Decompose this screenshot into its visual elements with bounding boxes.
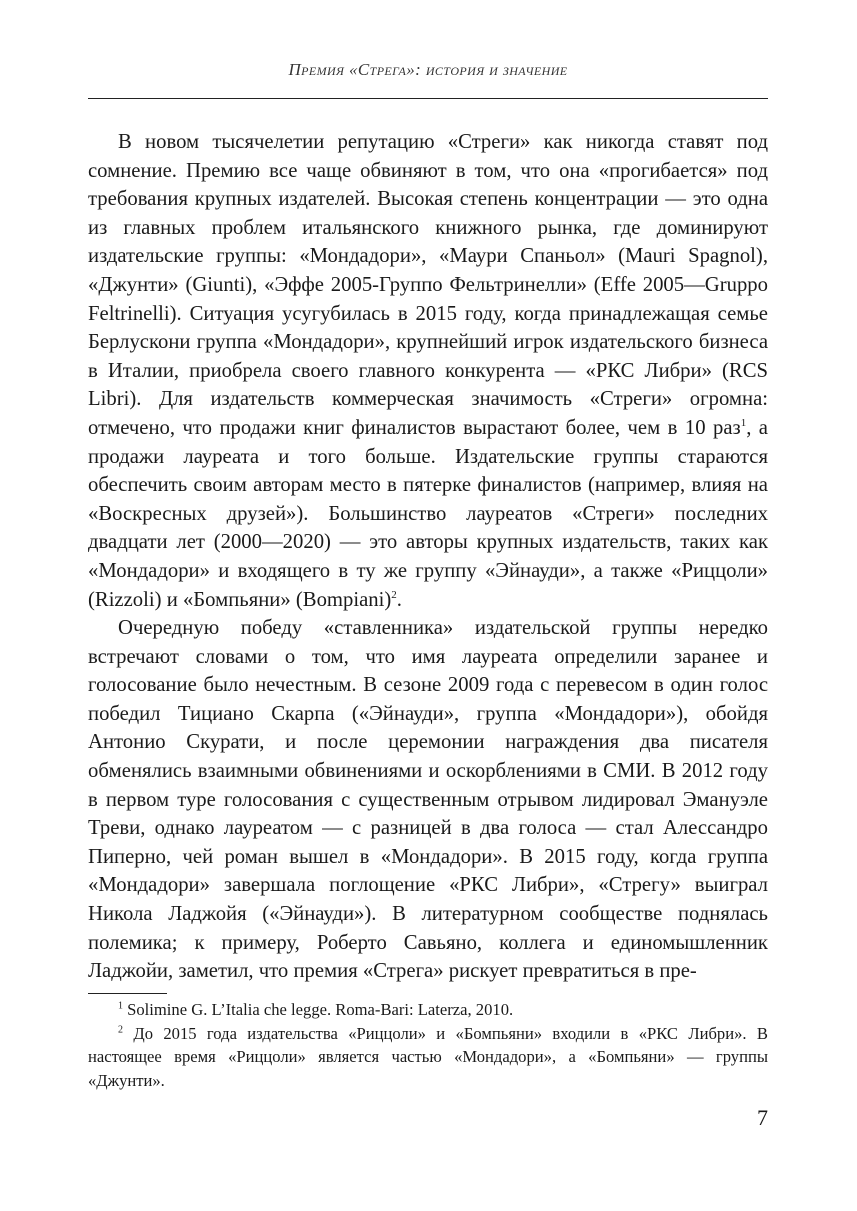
header-rule xyxy=(88,98,768,99)
paragraph-1-part-a: В новом тысячелетии репутацию «Стреги» как никогда ставят под сомнение. Премию все чаще обвиняют в том, что она «прогибается» под требования крупных издателей. Высокая степень концентрации — это одна из главных проблем итальянского книжного рынка, где доминируют издательские группы: «Мондадори», «Маури Спаньол» (Mauri Spagnol), «Джунти» (Giunti), «Эффе 2005-Группо Фельтринелли» (Effe 2005—Gruppo Feltrinelli). Ситуация усугубилась в 2015 году, когда принадлежащая семье Берлускони группа «Мондадори», крупнейший игрок издательского бизнеса в Италии, приобрела своего главного конкурента — «РКС Либри» (RCS Libri). Для издательств коммерческая значимость «Стреги» огромна: отмечено, что продажи книг финалистов вырастают более, чем в 10 раз xyxy=(88,131,768,439)
footnote-1 xyxy=(88,998,768,1022)
footnote-rule xyxy=(88,993,167,994)
paragraph-1-part-b: , а продажи лауреата и того больше. Издательские группы стараются обеспечить своим авторам место в пятерке финалистов (например, влияя на «Воскресных друзей»). Большинство лауреатов «Стреги» последних двадцати лет (2000—2020) — это авторы крупных издательств, таких как «Мондадори» и входящего в ту же группу «Эйнауди», а также «Риццоли» (Rizzoli) и «Бомпьяни» (Bompiani) xyxy=(88,416,768,611)
paragraph-2: Очередную победу «ставленника» издательской группы нередко встречают словами о том, что имя лауреата определили заранее и голосование было нечестным. В сезоне 2009 года с перевесом в один голос победил Тициано Скарпа («Эйнауди», группа «Мондадори»), обойдя Антонио Скурати, и после церемонии награждения два писателя обменялись взаимными обвинениями и оскорблениями в СМИ. В 2012 году в первом туре голосования с существенным отрывом лидировал Эмануэле Треви, однако лауреатом — с разницей в два голоса — стал Алессандро Пиперно, чей роман вышел в «Мондадори». В 2015 году, когда группа «Мондадори» завершала поглощение «РКС Либри», «Стрегу» выиграл Никола Ладжойя («Эйнауди»). В литературном сообществе поднялась полемика; к примеру, Роберто Савьяно, коллега и единомышленник Ладжойи, заметил, что премия «Стрега» рискует превратиться в пре- xyxy=(88,617,768,983)
footnote-mark-1: 1 xyxy=(118,1000,123,1012)
main-text xyxy=(88,128,768,986)
footnote-2 xyxy=(88,1022,768,1093)
paragraph-1-part-c: . xyxy=(396,588,402,611)
page-number: 7 xyxy=(757,1105,768,1130)
footnote-ref-2[interactable]: 2 xyxy=(391,588,397,601)
footnote-2-text: До 2015 года издательства «Риццоли» и «Бомпьяни» входили в «РКС Либри». В настоящее время «Риццоли» является частью «Мондадори», а «Бомпьяни» — группы «Джунти». xyxy=(88,1023,768,1090)
footnote-1-text: Solimine G. L’Italia che legge. Roma-Bari: Laterza, 2010. xyxy=(127,1000,514,1019)
running-header: Премия «Стрега»: история и значение xyxy=(288,60,568,79)
footnote-ref-1[interactable]: 1 xyxy=(740,417,747,430)
footnote-mark-2: 2 xyxy=(118,1024,123,1036)
paragraph-1 xyxy=(88,128,768,614)
footnotes xyxy=(88,998,768,1092)
